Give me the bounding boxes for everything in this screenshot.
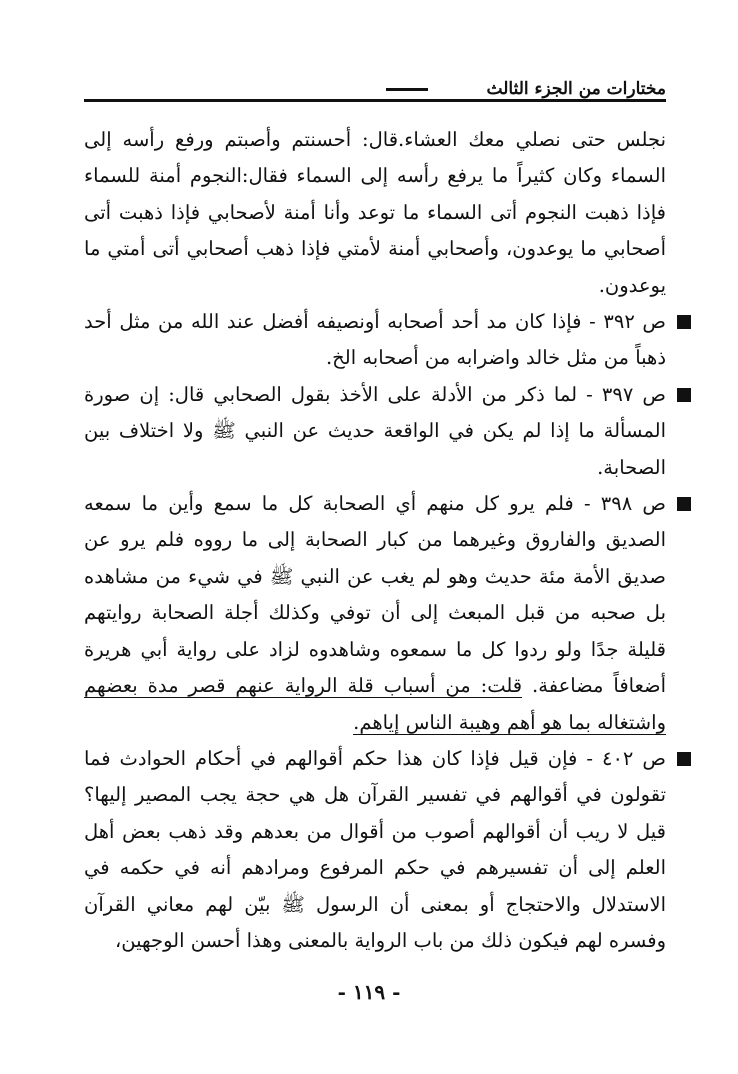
entry-p398 (84, 486, 666, 741)
entry-text: لما ذكر من الأدلة على الأخذ بقول الصحابي قال: إن صورة المسألة ما إذا لم يكن في الواقعة حديث عن النبي ﷺ ولا اختلاف بين الصحابة. (84, 382, 666, 479)
entry-text: فإن قيل فإذا كان هذا حكم أقوالهم في أحكام الحوادث فما تقولون في أقوالهم في تفسير القرآن هل هي حجة يجب المصير إليها؟ قيل لا ريب أن أقوالهم أصوب من أقوال من بعدهم وقد ذهب بعض أهل العلم إلى أن تفسيرهم في حكم المرفوع ومرادهم أنه في حكمه في الاستدلال والاحتجاج أو بمعنى أن الرسول ﷺ بيّن لهم معاني القرآن وفسره لهم فيكون ذلك من باب الرواية بالمعنى وهذا أحسن الوجهين، (84, 746, 666, 952)
entry-text: فلم يرو كل منهم أي الصحابة كل ما سمع وأين ما سمعه الصديق والفاروق وغيرهما من كبار الصحابة إلى ما رووه فلم يرو عن صديق الأمة مئة حديث وهو لم يغب عن النبي ﷺ في شيء من مشاهده بل صحبه من قبل المبعث إلى أن توفي وكذلك أجلة الصحابة روايتهم قليلة جدًا ولو ردوا كل ما سمعوه وشاهدوه لزاد على رواية أبي هريرة أضعافاً مضاعفة. (84, 492, 666, 698)
header-title: مختارات من الجزء الثالث (486, 79, 666, 99)
entry-text: فإذا كان مد أحد أصحابه أونصيفه أفضل عند الله من مثل أحد ذهباً من مثل خالد واضرابه من أصحابه الخ. (84, 310, 666, 370)
entry-p397 (84, 377, 666, 486)
square-bullet-icon (677, 752, 691, 766)
square-bullet-icon (677, 388, 691, 402)
intro-paragraph: نجلس حتى نصلي معك العشاء.قال: أحسنتم وأصبتم ورفع رأسه إلى السماء وكان كثيراً ما يرفع رأسه إلى السماء فقال:النجوم أمنة للسماء فإذا ذهبت النجوم أتى السماء ما توعد وأنا أمنة لأصحابي فإذا ذهبت أتى أصحابي ما يوعدون، وأصحابي أمنة لأمتي فإذا ذهب أصحابي أتى أمتي ما يوعدون. (84, 128, 666, 297)
square-bullet-icon (677, 497, 691, 511)
entry-page-ref: ص ٣٩٨ - (583, 492, 667, 516)
entry-p392 (84, 304, 666, 377)
entry-p402 (84, 741, 666, 959)
square-bullet-icon (677, 315, 691, 329)
entry-page-ref: ص ٣٩٧ - (586, 382, 666, 406)
underlined-comment: قلت: من أسباب قلة الرواية عنهم قصر مدة بعضهم واشتغاله بما هو أهم وهيبة الناس إياهم. (84, 674, 666, 734)
header-dash (386, 88, 428, 91)
page-number: - ١١٩ - (337, 980, 401, 1004)
header-rule (84, 99, 666, 102)
page-body (84, 122, 666, 959)
entry-page-ref: ص ٤٠٢ - (586, 746, 666, 770)
entry-page-ref: ص ٣٩٢ - (589, 310, 667, 334)
